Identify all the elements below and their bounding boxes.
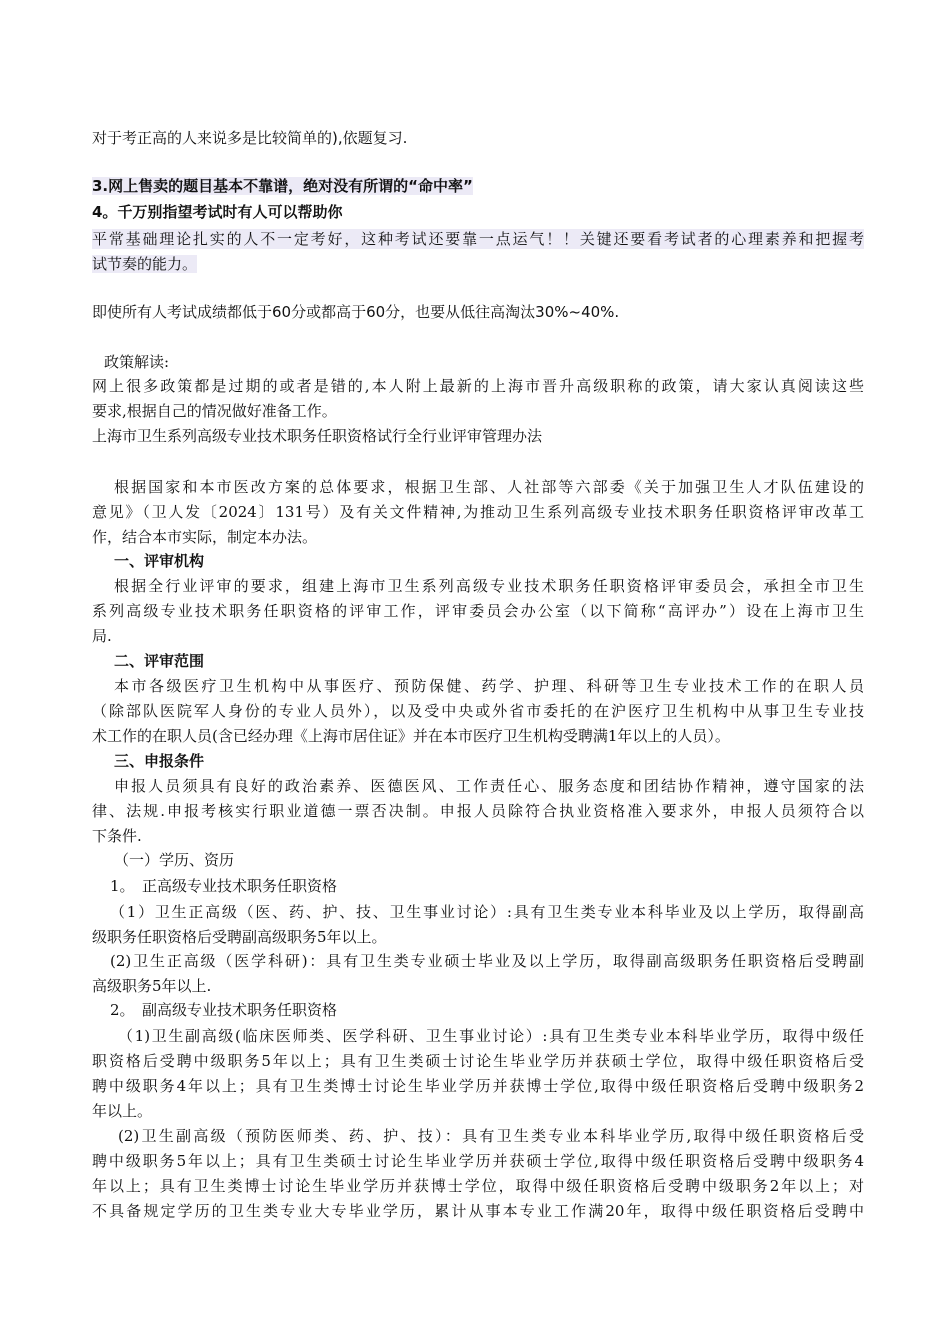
preamble-line: 根据国家和本市医改方案的总体要求，根据卫生部、人社部等六部委《关于加强卫生人才队伍建设的 [114,478,864,496]
subsection-1-title: （一）学历、资历 [114,851,235,869]
section-1-title: 一、评审机构 [114,552,205,570]
item-2-1-line: 职资格后受聘中级职务5年以上；具有卫生类硕士讨论生毕业学历并获硕士学位，取得中级任职资格后受 [92,1052,864,1070]
section-3-body-line: 下条件. [92,827,142,845]
intro-line: 对于考正高的人来说多是比较简单的),依题复习. [92,129,408,147]
tip-4-body-text: 试节奏的能力。 [92,255,198,273]
policy-intro-line: 网上很多政策都是过期的或者是错的,本人附上最新的上海市晋升高级职称的政策，请大家认真阅读这些 [92,377,864,395]
item-1-title: 1。 正高级专业技术职务任职资格 [110,877,338,895]
tip-4-body-line [92,254,197,274]
section-3-body-line: 申报人员须具有良好的政治素养、医德医风、工作责任心、服务态度和团结协作精神，遵守国家的法 [114,777,864,795]
elimination-note: 即使所有人考试成绩都低于60分或都高于60分，也要从低往高淘汰30%~40%. [92,303,620,321]
section-2-body-line: 术工作的在职人员(含已经办理《上海市居住证》并在本市医疗卫生机构受聘满1年以上的人员）。 [92,727,730,745]
item-1-1-line: 级职务任职资格后受聘副高级职务5年以上。 [92,928,387,946]
item-2-2-line: 年以上；具有卫生类博士讨论生毕业学历并获博士学位，取得中级任职资格后受聘中级职务2年以上；对 [92,1177,864,1195]
section-3-body-line: 律、法规.申报考核实行职业道德一票否决制。申报人员除符合执业资格准入要求外，申报人员须符合以 [92,802,864,820]
document-title: 上海市卫生系列高级专业技术职务任职资格试行全行业评审管理办法 [92,427,543,445]
section-1-body-line: 局. [92,627,112,645]
item-1-1-line: （1）卫生正高级（医、药、护、技、卫生事业讨论）:具有卫生类专业本科毕业及以上学历，取得副高 [110,903,864,921]
preamble-line: 作，结合本市实际，制定本办法。 [92,528,318,546]
section-1-body-line: 系列高级专业技术职务任职资格的评审工作，评审委员会办公室（以下简称“高评办”）设在上海市卫生 [92,602,864,620]
preamble-line: 意见》（卫人发〔2024〕131号）及有关文件精神,为推动卫生系列高级专业技术职务任职资格评审改革工 [92,503,864,521]
item-2-2-line: 不具备规定学历的卫生类专业大专毕业学历，累计从事本专业工作满20年，取得中级任职资格后受聘中 [92,1202,864,1220]
item-2-1-line: 年以上。 [92,1102,153,1120]
tip-3 [92,176,473,196]
item-2-2-line: 聘中级职务5年以上；具有卫生类硕士讨论生毕业学历并获硕士学位,取得中级任职资格后受聘中级职务4 [92,1152,864,1170]
section-2-body-line: （除部队医院军人身份的专业人员外），以及受中央或外省市委托的在沪医疗卫生机构中从事卫生专业技 [92,702,864,720]
section-2-title: 二、评审范围 [114,652,205,670]
item-1-2-line: (2)卫生正高级（医学科研)：具有卫生类专业硕士毕业及以上学历，取得副高级职务任职资格后受聘副 [110,952,864,970]
tip-4: 4。千万别指望考试时有人可以帮助你 [92,203,343,221]
section-1-body-line: 根据全行业评审的要求，组建上海市卫生系列高级专业技术职务任职资格评审委员会，承担全市卫生 [114,577,864,595]
section-3-title: 三、申报条件 [114,752,205,770]
tip-4-body-line [92,229,864,249]
tip-4-body-text: 平常基础理论扎实的人不一定考好，这种考试还要靠一点运气！！关键还要看考试者的心理素养和把握考 [92,230,864,248]
item-2-2-line: (2)卫生副高级（预防医师类、药、护、技）：具有卫生类专业本科毕业学历,取得中级任职资格后受 [118,1127,864,1145]
item-2-1-line: （1)卫生副高级(临床医师类、医学科研、卫生事业讨论）:具有卫生类专业本科毕业学历，取得中级任 [118,1027,864,1045]
item-1-2-line: 高级职务5年以上. [92,977,212,995]
item-2-1-line: 聘中级职务4年以上；具有卫生类博士讨论生毕业学历并获博士学位,取得中级任职资格后受聘中级职务2 [92,1077,864,1095]
item-2-title: 2。 副高级专业技术职务任职资格 [110,1001,338,1019]
policy-intro-line: 要求,根据自己的情况做好准备工作。 [92,402,337,420]
section-2-body-line: 本市各级医疗卫生机构中从事医疗、预防保健、药学、护理、科研等卫生专业技术工作的在职人员 [114,677,864,695]
tip-3-text: 3.网上售卖的题目基本不靠谱，绝对没有所谓的“命中率” [92,177,473,195]
policy-heading: 政策解读: [104,353,170,371]
